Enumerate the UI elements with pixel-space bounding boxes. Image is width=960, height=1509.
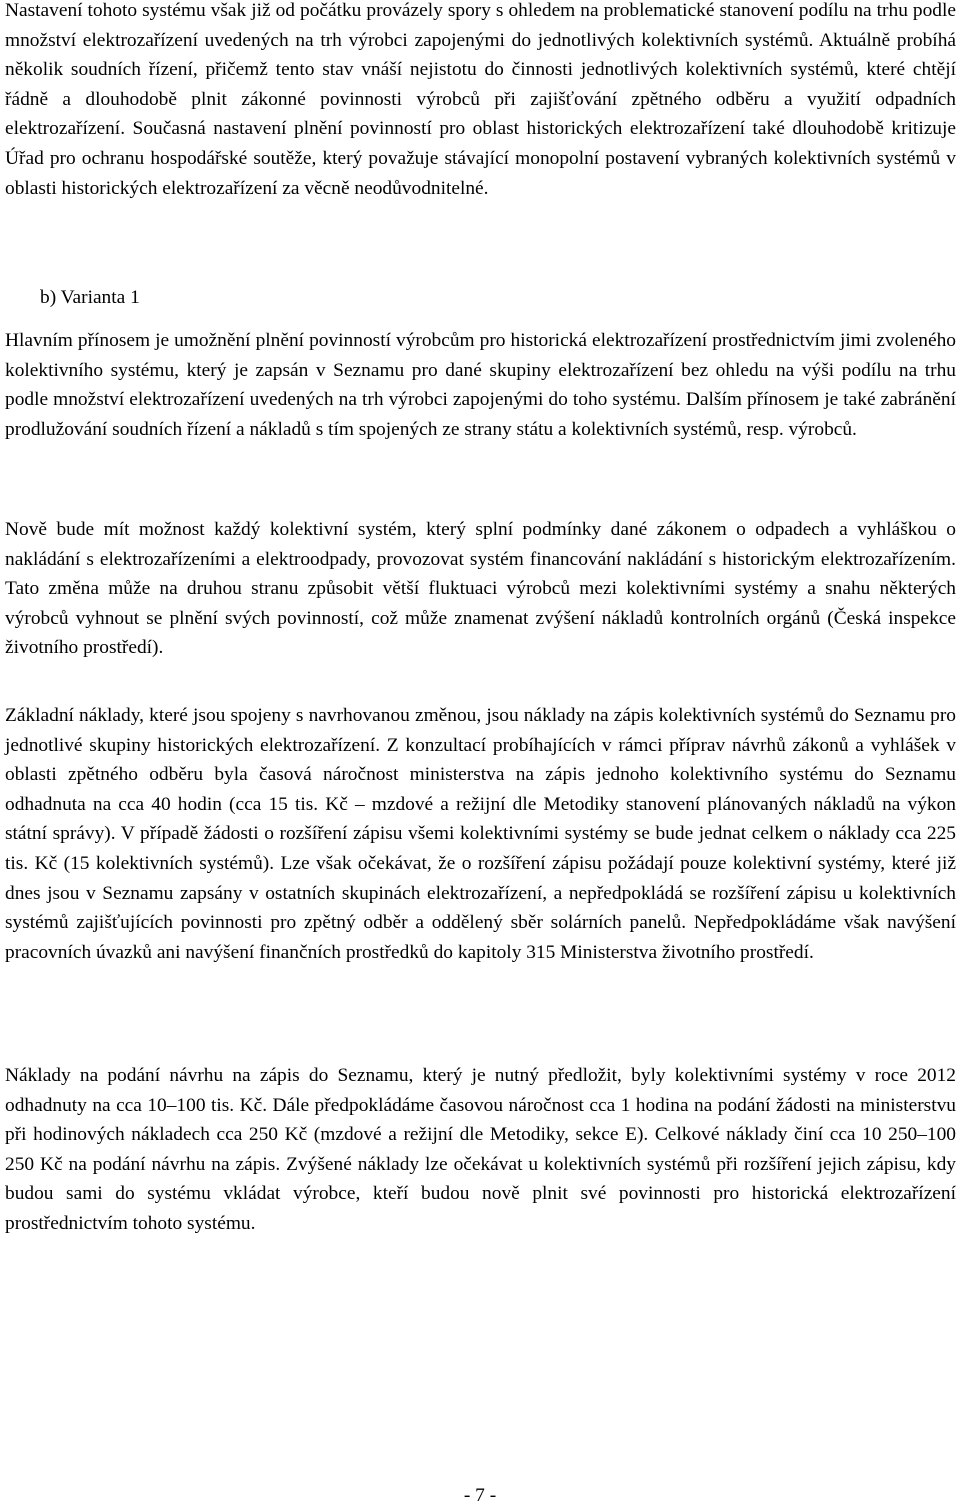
- paragraph-basic-costs: Základní náklady, které jsou spojeny s navrhovanou změnou, jsou náklady na zápis kolektivních systémů do Seznamu pro jednotlivé skupiny historických elektrozařízení. Z konzultací probíhajících v rámci příprav návrhů zákonů a vyhlášek v oblasti zpětného odběru byla časová náročnost ministerstva na zápis jednoho kolektivního systému do Seznamu odhadnuta na cca 40 hodin (cca 15 tis. Kč – mzdové a režijní dle Metodiky stanovení plánovaných nákladů na výkon státní správy). V případě žádosti o rozšíření zápisu všemi kolektivními systémy se bude jednat celkem o náklady cca 225 tis. Kč (15 kolektivních systémů). Lze však očekávat, že o rozšíření zápisu požádají pouze kolektivní systémy, které již dnes jsou v Seznamu zapsány v ostatních skupinách elektrozařízení, a nepředpokládá se rozšíření zápisu u kolektivních systémů zajišťujících povinnosti pro zpětný odběr a oddělený sběr solárních panelů. Nepředpokládáme však navýšení pracovních úvazků ani navýšení finančních prostředků do kapitoly 315 Ministerstva životního prostředí.: [5, 705, 956, 963]
- section-heading-variant-1: b) Varianta 1: [40, 287, 140, 308]
- page-number: - 7 -: [463, 1485, 497, 1506]
- paragraph-system-disputes: Nastavení tohoto systému však již od počátku provázely spory s ohledem na problematické stanovení podílu na trhu podle množství elektrozařízení uvedených na trh výrobci zapojenými do jednotlivých kolektivních systémů. Aktuálně probíhá několik soudních řízení, přičemž tento stav vnáší nejistotu do činnosti jednotlivých kolektivních systémů, které chtějí řádně a dlouhodobě plnit zákonné povinnosti výrobců při zajišťování zpětného odběru a využití odpadních elektrozařízení. Současná nastavení plnění povinností pro oblast historických elektrozařízení také dlouhodobě kritizuje Úřad pro ochranu hospodářské soutěže, který považuje stávající monopolní postavení vybraných kolektivních systémů v oblasti historických elektrozařízení za věcně neodůvodnitelné.: [5, 0, 956, 199]
- paragraph-new-possibility: Nově bude mít možnost každý kolektivní systém, který splní podmínky dané zákonem o odpadech a vyhláškou o nakládání s elektrozařízeními a elektroodpady, provozovat systém financování nakládání s historickým elektrozařízením. Tato změna může na druhou stranu způsobit větší fluktuaci výrobců mezi kolektivními systémy a snahu některých výrobců vyhnout se plnění svých povinností, což může znamenat zvýšení nákladů kontrolních orgánů (Česká inspekce životního prostředí).: [5, 519, 956, 659]
- paragraph-main-benefit: Hlavním přínosem je umožnění plnění povinností výrobcům pro historická elektrozařízení prostřednictvím jimi zvoleného kolektivního systému, který je zapsán v Seznamu pro dané skupiny elektrozařízení bez ohledu na výši podílu na trhu podle množství elektrozařízení uvedených na trh výrobci zapojenými do toho systému. Dalším přínosem je také zabránění prodlužování soudních řízení a nákladů s tím spojených ze strany státu a kolektivních systémů, resp. výrobců.: [5, 330, 956, 440]
- paragraph-application-costs: Náklady na podání návrhu na zápis do Seznamu, který je nutný předložit, byly kolektivními systémy v roce 2012 odhadnuty na cca 10–100 tis. Kč. Dále předpokládáme časovou náročnost cca 1 hodina na podání žádosti na ministerstvu při hodinových nákladech cca 250 Kč (mzdové a režijní dle Metodiky, sekce E). Celkové náklady činí cca 10 250–100 250 Kč na podání návrhu na zápis. Zvýšené náklady lze očekávat u kolektivních systémů při rozšíření jejich zápisu, kdy budou sami do systému vkládat výrobce, kteří budou nově plnit své povinnosti pro historická elektrozařízení prostřednictvím tohoto systému.: [5, 1065, 956, 1234]
